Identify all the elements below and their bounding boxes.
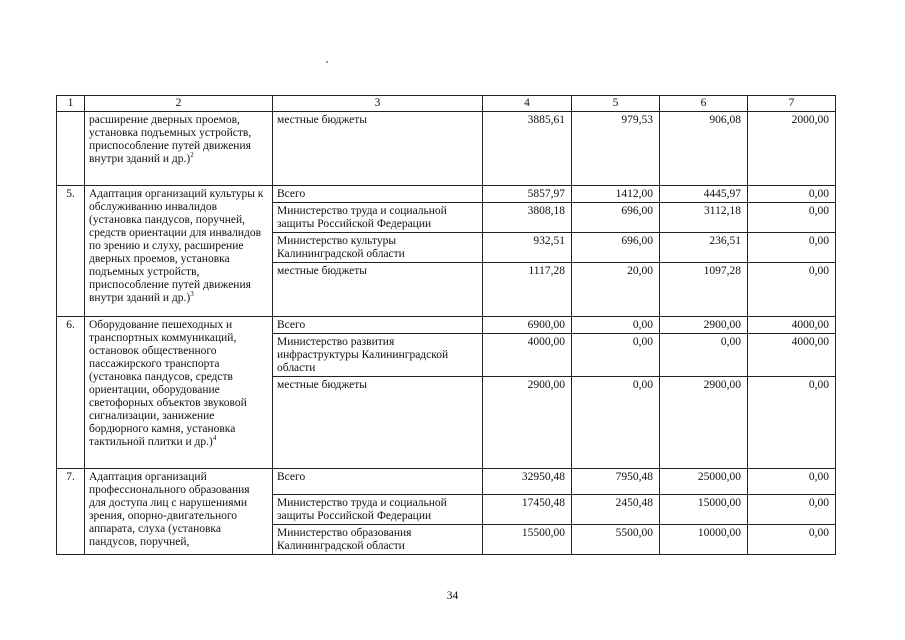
- row-number: 6.: [57, 317, 85, 469]
- table-header-row: [57, 96, 836, 112]
- header-cell: 2: [85, 96, 273, 112]
- amount-year-1: 696,00: [572, 203, 660, 233]
- row-description: [85, 112, 273, 186]
- header-cell: 7: [748, 96, 836, 112]
- funding-source: местные бюджеты: [273, 112, 483, 186]
- funding-source: Всего: [273, 186, 483, 203]
- amount-total: 32950,48: [483, 469, 572, 495]
- amount-year-2: 10000,00: [660, 525, 748, 555]
- header-cell: 4: [483, 96, 572, 112]
- amount-year-2: 25000,00: [660, 469, 748, 495]
- description-text: расширение дверных проемов, установка подъемных устройств, приспособление путей движения внутри зданий и др.): [89, 114, 252, 165]
- amount-year-3: 0,00: [748, 186, 836, 203]
- funding-source: Министерство культуры Калининградской области: [273, 233, 483, 263]
- row-description: [85, 317, 273, 469]
- amount-year-2: 3112,18: [660, 203, 748, 233]
- amount-year-3: 0,00: [748, 203, 836, 233]
- header-cell: 5: [572, 96, 660, 112]
- amount-total: 4000,00: [483, 334, 572, 377]
- amount-year-2: 236,51: [660, 233, 748, 263]
- table-row: [57, 317, 836, 334]
- description-text: Оборудование пешеходных и транспортных коммуникаций, остановок общественного пассажирского транспорта (установка пандусов, средств ориентации, оборудование светофорных объектов звуковой сигнализации, занижение бордюрного камня, установка тактильной плитки и др.): [89, 319, 247, 448]
- funding-source: Министерство труда и социальной защиты Российской Федерации: [273, 495, 483, 525]
- row-description: [85, 186, 273, 317]
- amount-total: 6900,00: [483, 317, 572, 334]
- amount-total: 2900,00: [483, 377, 572, 469]
- amount-total: 1117,28: [483, 263, 572, 317]
- amount-year-3: 0,00: [748, 263, 836, 317]
- funding-source: местные бюджеты: [273, 377, 483, 469]
- amount-year-1: 2450,48: [572, 495, 660, 525]
- row-number: 5.: [57, 186, 85, 317]
- amount-total: 15500,00: [483, 525, 572, 555]
- amount-year-3: 0,00: [748, 233, 836, 263]
- amount-total: 3885,61: [483, 112, 572, 186]
- amount-year-1: 979,53: [572, 112, 660, 186]
- footnote-mark: 3: [190, 290, 194, 299]
- funding-source: Всего: [273, 469, 483, 495]
- amount-total: 17450,48: [483, 495, 572, 525]
- amount-total: 5857,97: [483, 186, 572, 203]
- table-row: [57, 469, 836, 495]
- amount-year-3: 4000,00: [748, 317, 836, 334]
- amount-year-2: 2900,00: [660, 377, 748, 469]
- header-cell: 6: [660, 96, 748, 112]
- amount-year-1: 5500,00: [572, 525, 660, 555]
- amount-year-2: 0,00: [660, 334, 748, 377]
- amount-year-3: 2000,00: [748, 112, 836, 186]
- amount-year-3: 0,00: [748, 377, 836, 469]
- amount-year-2: 1097,28: [660, 263, 748, 317]
- amount-total: 932,51: [483, 233, 572, 263]
- amount-year-1: 0,00: [572, 377, 660, 469]
- header-cell: 1: [57, 96, 85, 112]
- amount-year-2: 2900,00: [660, 317, 748, 334]
- amount-year-1: 7950,48: [572, 469, 660, 495]
- row-number: [57, 112, 85, 186]
- funding-source: Министерство образования Калининградской области: [273, 525, 483, 555]
- funding-source: местные бюджеты: [273, 263, 483, 317]
- header-cell: 3: [273, 96, 483, 112]
- funding-source: Министерство труда и социальной защиты Российской Федерации: [273, 203, 483, 233]
- amount-year-2: 15000,00: [660, 495, 748, 525]
- amount-year-3: 0,00: [748, 469, 836, 495]
- amount-year-2: 906,08: [660, 112, 748, 186]
- amount-total: 3808,18: [483, 203, 572, 233]
- funding-source: Всего: [273, 317, 483, 334]
- funding-source: Министерство развития инфраструктуры Калининградской области: [273, 334, 483, 377]
- amount-year-3: 0,00: [748, 525, 836, 555]
- page-number: 34: [446, 590, 459, 602]
- row-description: [85, 469, 273, 555]
- amount-year-1: 1412,00: [572, 186, 660, 203]
- amount-year-1: 0,00: [572, 317, 660, 334]
- description-text: Адаптация организаций культуры к обслуживанию инвалидов (установка пандусов, поручней, средств ориентации для инвалидов по зрению и слуху, расширение дверных проемов, установка подъемных устройств, приспособление путей движения внутри зданий и др.): [89, 188, 264, 304]
- amount-year-1: 20,00: [572, 263, 660, 317]
- amount-year-2: 4445,97: [660, 186, 748, 203]
- description-text: Адаптация организаций профессионального образования для доступа лиц с нарушениями зрения, опорно-двигательного аппарата, слуха (установка пандусов, поручней,: [89, 471, 250, 548]
- footnote-mark: 4: [212, 434, 217, 443]
- amount-year-1: 696,00: [572, 233, 660, 263]
- scan-speck: [326, 61, 328, 63]
- amount-year-1: 0,00: [572, 334, 660, 377]
- budget-table: [56, 95, 836, 555]
- table-row: [57, 112, 836, 186]
- footnote-mark: 2: [190, 151, 194, 160]
- table-row: [57, 186, 836, 203]
- amount-year-3: 0,00: [748, 495, 836, 525]
- amount-year-3: 4000,00: [748, 334, 836, 377]
- row-number: 7.: [57, 469, 85, 555]
